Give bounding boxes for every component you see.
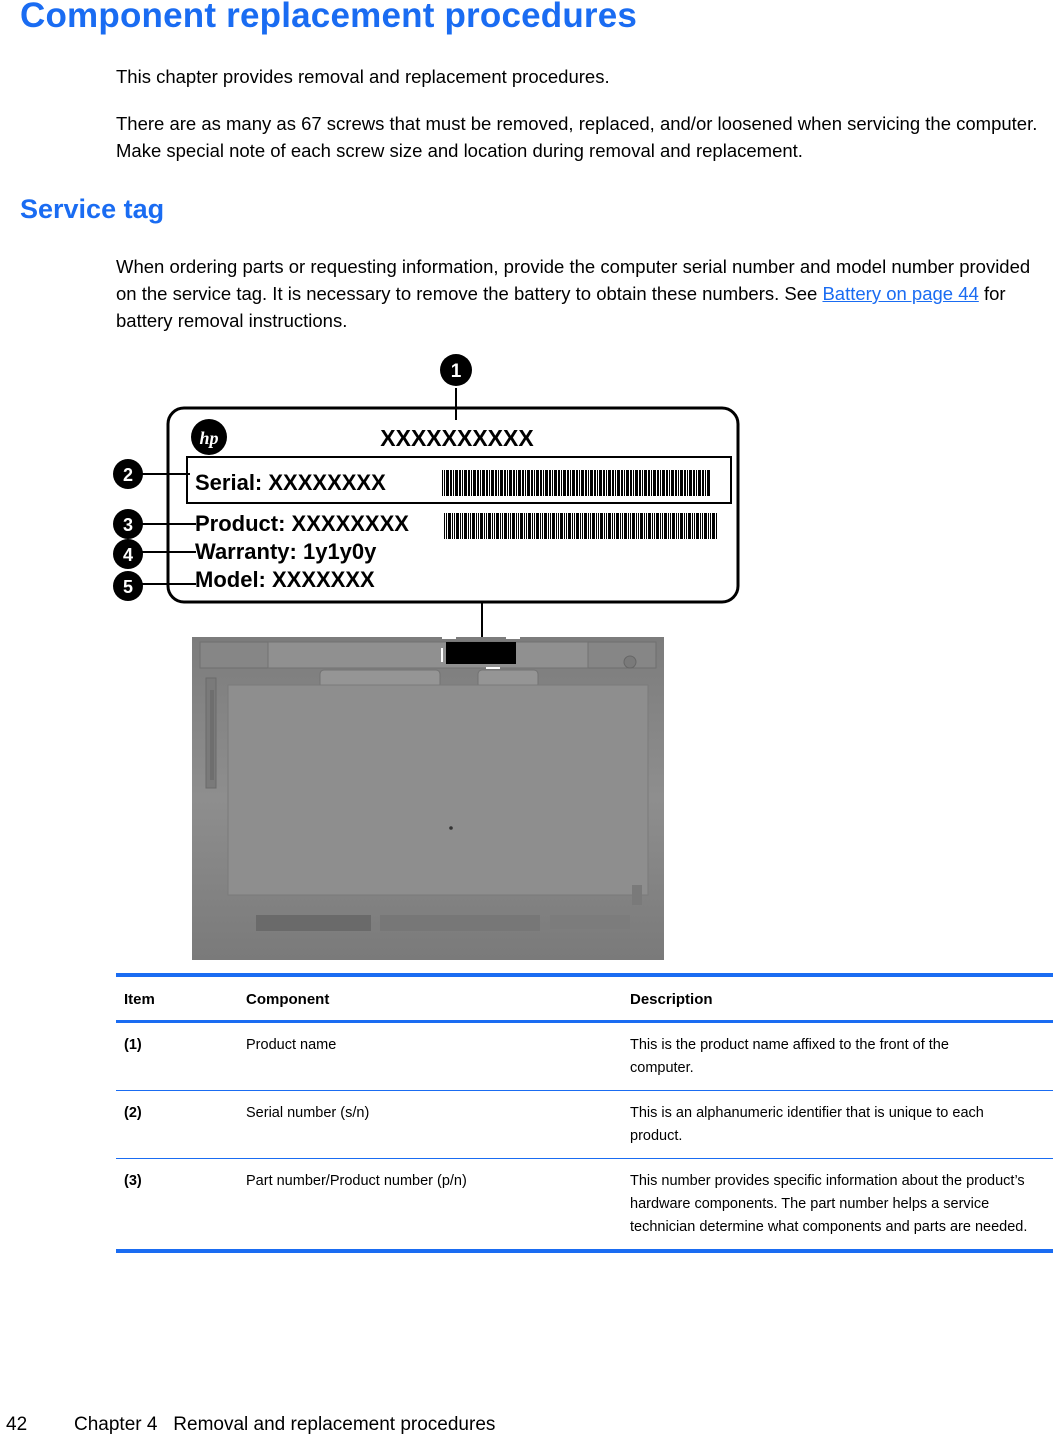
header-description: Description xyxy=(622,975,1053,1022)
table-header-row xyxy=(116,975,1053,1022)
callout-3 xyxy=(113,509,143,539)
laptop-bottom-view xyxy=(192,637,664,960)
description-cell xyxy=(622,1091,1053,1159)
header-component: Component xyxy=(238,975,622,1022)
svg-text:3: 3 xyxy=(122,515,134,535)
component-cell: Serial number (s/n) xyxy=(238,1091,622,1159)
hp-logo xyxy=(191,419,227,455)
serial-barcode xyxy=(442,470,710,496)
description-text: This is the product name affixed to the front of the computer. xyxy=(630,1037,949,1076)
service-tag-illustration xyxy=(0,350,1053,965)
callout-1 xyxy=(440,354,472,386)
label-warranty: Warranty: 1y1y0y xyxy=(195,539,377,564)
label-model: Model: XXXXXXX xyxy=(195,567,375,592)
page-number: 42 xyxy=(6,1414,28,1435)
footer-chapter: Chapter 4 Removal and replacement procedures xyxy=(74,1414,496,1435)
label-product-number: Product: XXXXXXXX xyxy=(195,511,409,536)
description-cell xyxy=(622,1159,1053,1252)
item-cell: (2) xyxy=(116,1091,238,1159)
item-cell: (3) xyxy=(116,1159,238,1252)
svg-text:hp: hp xyxy=(199,428,219,448)
service-tag-heading: Service tag xyxy=(20,194,165,224)
header-item: Item xyxy=(116,975,238,1022)
intro-paragraph: This chapter provides removal and replacement procedures. xyxy=(116,66,610,87)
table-row xyxy=(116,1022,1053,1091)
service-tag-table xyxy=(116,973,1053,1253)
screws-note-paragraph: There are as many as 67 screws that must be removed, replaced, and/or loosened when servicing the computer. Make special note of each screw size and location during removal and replacement. xyxy=(116,113,1038,161)
label-serial: Serial: XXXXXXXX xyxy=(195,470,386,495)
component-cell: Product name xyxy=(238,1022,622,1091)
page-title: Component replacement procedures xyxy=(20,0,638,35)
item-cell: (1) xyxy=(116,1022,238,1091)
product-barcode xyxy=(444,513,718,539)
callout-4 xyxy=(113,539,143,569)
service-tag-paragraph xyxy=(116,253,1051,334)
callout-5 xyxy=(113,571,143,601)
description-cell xyxy=(622,1022,1053,1091)
svg-text:1: 1 xyxy=(450,361,462,382)
description-text: This number provides specific information about the product’s hardware components. The part number helps a service technician determine what components and parts are needed. xyxy=(630,1173,1028,1235)
service-tag-text-start: When ordering parts or requesting information, provide the computer serial number and model number provided on the service tag. It is necessary to remove the battery to obtain these numbers. See xyxy=(116,256,1031,304)
battery-link[interactable]: Battery on page 44 xyxy=(822,283,979,304)
description-text: This is an alphanumeric identifier that is unique to each product. xyxy=(630,1105,984,1144)
svg-text:5: 5 xyxy=(122,577,134,597)
table-row xyxy=(116,1091,1053,1159)
callout-2 xyxy=(113,459,143,489)
component-cell: Part number/Product number (p/n) xyxy=(238,1159,622,1252)
service-tag-text-end: for battery removal instructions. xyxy=(116,283,1006,331)
label-product-name: XXXXXXXXXX xyxy=(380,425,534,451)
svg-text:4: 4 xyxy=(122,545,134,565)
table-row xyxy=(116,1159,1053,1252)
svg-text:2: 2 xyxy=(122,465,134,485)
